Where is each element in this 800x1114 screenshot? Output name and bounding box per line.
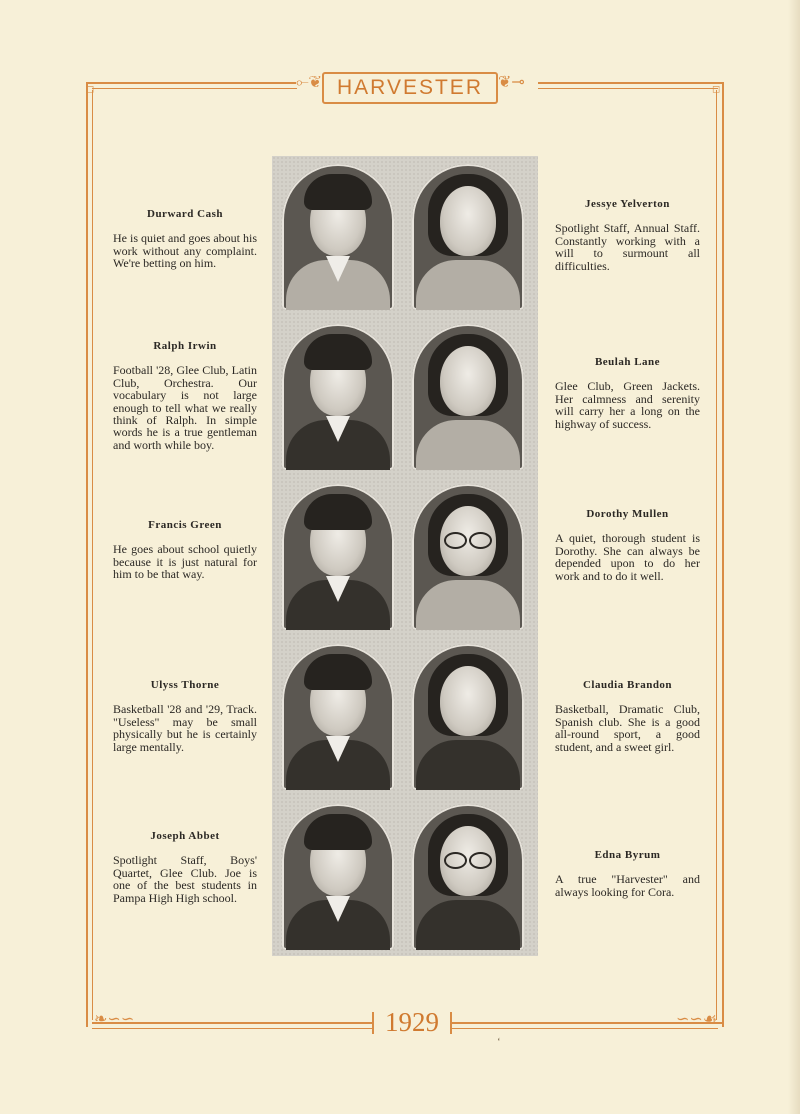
portrait-durward-cash [282, 164, 394, 310]
student-entry [555, 849, 700, 898]
stray-mark: ‘ [497, 1036, 501, 1048]
portrait-face [440, 346, 496, 416]
portrait-face [440, 666, 496, 736]
portrait-body [416, 740, 520, 790]
student-description: Spotlight Staff, Annual Staff. Constantly working with a will to surmount all difficulties. [555, 221, 700, 273]
frame-top-right-line [538, 82, 724, 84]
frame-top-left-inner-line [92, 88, 297, 89]
portrait-francis-green [282, 484, 394, 630]
portrait-beulah-lane [412, 324, 524, 470]
student-entry [113, 519, 257, 581]
portrait-dorothy-mullen [412, 484, 524, 630]
frame-right-inner-line [716, 90, 717, 1020]
student-description: Basketball, Dramatic Club, Spanish club. She is a good all-round sport, a good student, and a sweet girl. [555, 702, 700, 754]
portrait-ulyss-thorne [282, 644, 394, 790]
frame-right-line [722, 82, 724, 1027]
student-description: He goes about school quietly because it is just natural for him to be that way. [113, 542, 257, 582]
portrait-joseph-abbet [282, 804, 394, 950]
scroll-ornament-icon: ⟜❦ [296, 74, 321, 91]
portrait-hair [304, 654, 372, 690]
student-name: Jessye Yelverton [585, 198, 670, 210]
frame-top-left-line [86, 82, 296, 84]
corner-ornament-icon: ◻ [86, 84, 95, 95]
portrait-hair [304, 814, 372, 850]
student-description: A true "Harvester" and always looking for Cora. [555, 872, 700, 899]
student-name: Joseph Abbet [150, 830, 220, 842]
student-name: Dorothy Mullen [586, 508, 669, 520]
frame-left-inner-line [92, 90, 93, 1020]
page-header-title: HARVESTER [322, 72, 498, 104]
student-name: Claudia Brandon [582, 679, 673, 691]
student-entry [555, 356, 700, 430]
page-edge [788, 0, 800, 1114]
portrait-body [416, 580, 520, 630]
portrait-body [416, 420, 520, 470]
portrait-body [416, 900, 520, 950]
student-description: A quiet, thorough student is Dorothy. She can always be depended upon to do her work and to do it well. [555, 531, 700, 583]
student-name: Durward Cash [147, 208, 223, 220]
student-name: Ulyss Thorne [150, 679, 220, 691]
frame-bottom-left-inner-line [92, 1028, 372, 1029]
student-entry [113, 830, 257, 904]
student-description: Basketball '28 and '29, Track. "Useless" may be small physically but he is certainly large mentally. [113, 702, 257, 754]
student-entry [555, 198, 700, 272]
student-entry [113, 340, 257, 451]
student-description: He is quiet and goes about his work without any complaint. We're betting on him. [113, 231, 257, 271]
student-description: Glee Club, Green Jackets. Her calmness and serenity will carry her a long on the highway of success. [555, 379, 700, 431]
student-name: Beulah Lane [594, 356, 661, 368]
portrait-hair [304, 494, 372, 530]
student-description: Football '28, Glee Club, Latin Club, Orchestra. Our vocabulary is not large enough to tell what we really think of Ralph. In simple words he is a true gentleman and worth while boy. [113, 363, 257, 452]
frame-bottom-right-inner-line [452, 1028, 718, 1029]
student-entry [555, 508, 700, 582]
portrait-claudia-brandon [412, 644, 524, 790]
portrait-hair [304, 334, 372, 370]
student-description: Spotlight Staff, Boys' Quartet, Glee Club. Joe is one of the best students in Pampa High High school. [113, 853, 257, 905]
portrait-face [440, 186, 496, 256]
portrait-jessye-yelverton [412, 164, 524, 310]
student-entry [555, 679, 700, 753]
frame-top-right-inner-line [538, 88, 718, 89]
portrait-edna-byrum [412, 804, 524, 950]
student-name: Ralph Irwin [153, 340, 217, 352]
student-entry [113, 208, 257, 270]
corner-ornament-icon: ◻ [712, 84, 721, 95]
glasses-icon [444, 532, 492, 546]
portrait-panel [272, 156, 538, 956]
year-left-bar [372, 1012, 374, 1034]
student-name: Francis Green [148, 519, 222, 531]
scroll-ornament-icon: ❦⊸ [498, 74, 525, 91]
student-entry [113, 679, 257, 753]
flourish-ornament-icon: ❧∽∽ [94, 1011, 135, 1028]
glasses-icon [444, 852, 492, 866]
frame-left-line [86, 82, 88, 1027]
flourish-ornament-icon: ∽∽☙ [676, 1011, 718, 1028]
portrait-ralph-irwin [282, 324, 394, 470]
portrait-hair [304, 174, 372, 210]
student-name: Edna Byrum [594, 849, 661, 861]
year-right-bar [450, 1012, 452, 1034]
portrait-body [416, 260, 520, 310]
footer-year: 1929 [385, 1007, 439, 1037]
